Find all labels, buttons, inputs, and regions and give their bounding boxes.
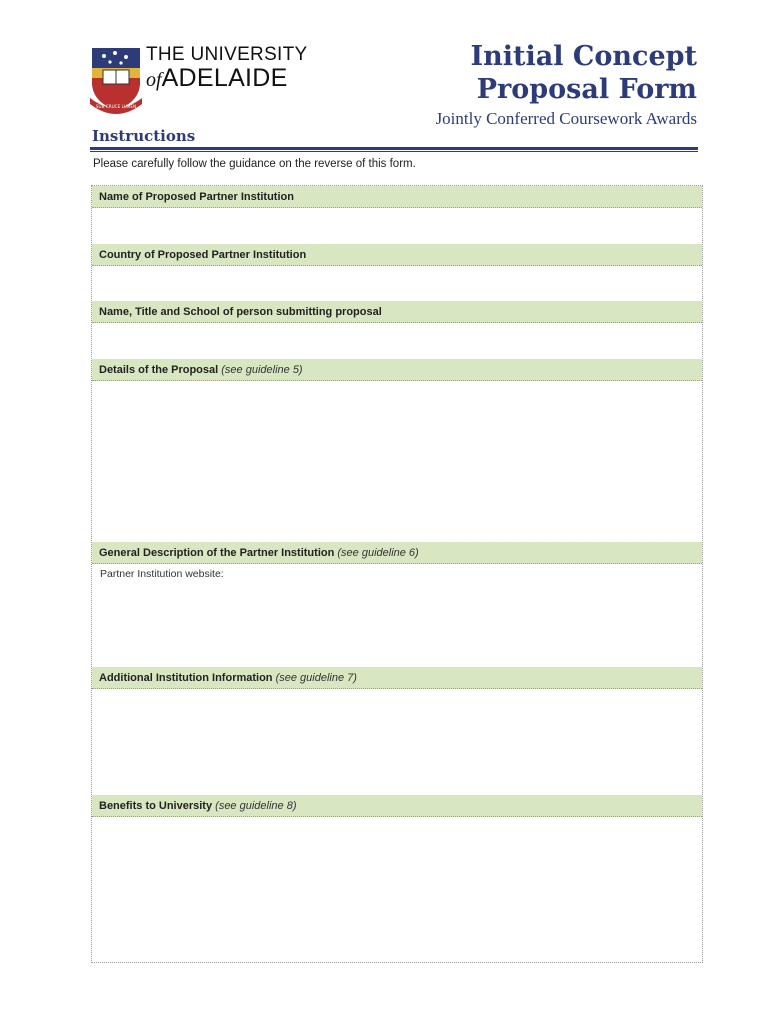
proposal-details-field[interactable] [92,381,702,542]
section-header-partner-name [92,186,702,208]
university-name-adelaide: ADELAIDE [161,64,288,92]
section-note: (see guideline 8) [215,800,297,812]
section-note: (see guideline 5) [221,364,303,376]
heading-rule [90,147,698,150]
crest-icon [88,44,148,114]
section-header-submitter [92,301,702,323]
form-subtitle: Jointly Conferred Coursework Awards [435,109,697,128]
university-name-of: of [146,69,162,91]
partner-country-field[interactable] [92,266,702,301]
university-name-line2 [146,64,288,93]
section-header-additional-info [92,667,702,689]
section-note: (see guideline 7) [275,672,357,684]
motto-ribbon: SUB CRUCE LUMEN [95,104,137,109]
instructions-text: Please carefully follow the guidance on the reverse of this form. [93,158,416,170]
instructions-heading: Instructions [92,127,196,145]
section-label: Country of Proposed Partner Institution [99,249,307,261]
form-title-line1: Initial Concept [470,41,697,72]
form-title [471,40,698,106]
heading-rule-thin [90,151,698,152]
section-label: Benefits to University [99,800,213,812]
section-note: (see guideline 6) [337,547,419,559]
section-header-partner-description [92,542,702,564]
section-label: Name of Proposed Partner Institution [99,191,294,203]
form-title-line2: Proposal Form [476,74,697,105]
benefits-field[interactable] [92,817,702,962]
university-name-line1: THE UNIVERSITY [146,44,308,65]
additional-info-field[interactable] [92,689,702,795]
partner-name-field[interactable] [92,208,702,244]
section-label: Additional Institution Information [99,672,273,684]
section-header-partner-country [92,244,702,266]
section-header-proposal-details [92,359,702,381]
section-label: Details of the Proposal [99,364,219,376]
section-header-benefits [92,795,702,817]
submitter-field[interactable] [92,323,702,359]
university-logo [88,44,318,114]
partner-website-label: Partner Institution website: [100,568,224,580]
section-label: General Description of the Partner Institution [99,547,335,559]
partner-description-field[interactable] [92,564,702,667]
section-label: Name, Title and School of person submitting proposal [99,306,382,318]
